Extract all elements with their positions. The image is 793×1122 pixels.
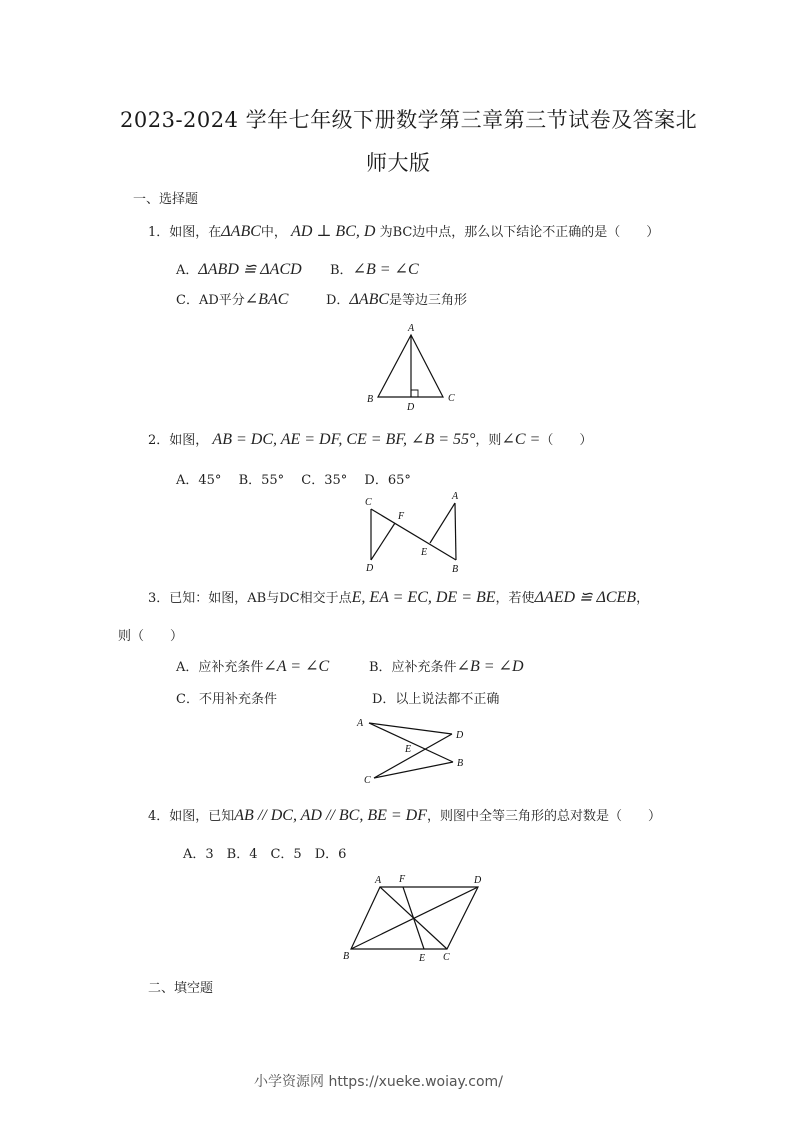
fig4-label-a: A <box>375 875 382 886</box>
q1-math: AD ⊥ BC, D <box>291 223 376 240</box>
option-label: A． <box>176 263 199 278</box>
q4-options: A．3 B．4 C．5 D．6 <box>183 847 347 862</box>
q2-math: AB = DC, AE = DF, CE = BF, ∠B = 55° <box>212 431 476 448</box>
q2-text: （ ） <box>540 433 593 448</box>
option-math: ∠B = ∠C <box>352 261 419 278</box>
option-math: ΔABD ≌ ΔACD <box>198 261 302 278</box>
q2-options: A．45° B．55° C．35° D．65° <box>176 473 411 488</box>
option-label: D． <box>326 293 350 308</box>
fig4-label-d: D <box>474 875 482 886</box>
fig4-label-b: B <box>343 951 350 962</box>
option-math: ∠A = ∠C <box>263 658 330 675</box>
fig2-label-f: F <box>398 511 405 522</box>
fig3-label-c: C <box>364 775 371 786</box>
option-label: A．应补充条件 <box>176 660 264 675</box>
q3-option-c: C．不用补充条件 <box>176 692 277 707</box>
fig1-label-d: D <box>407 402 415 413</box>
q4-text: 4．如图，已知 <box>148 809 235 824</box>
fig3-label-a: A <box>357 718 364 729</box>
q1-text: 中， <box>260 225 287 240</box>
option-text: 是等边三角形 <box>389 293 468 308</box>
q1-text: 1．如图，在 <box>148 225 222 240</box>
fig1-label-b: B <box>367 394 374 405</box>
fig2-label-b: B <box>452 564 459 575</box>
section-heading-fill-in: 二、填空题 <box>148 981 214 996</box>
fig4-label-e: E <box>419 953 426 964</box>
option-math: ∠BAC <box>244 291 289 308</box>
fig1-label-a: A <box>408 323 415 334</box>
option-label: B．应补充条件 <box>369 660 457 675</box>
footer-watermark: 小学资源网 https://xueke.woiay.com/ <box>254 1074 503 1090</box>
option-label: B． <box>330 263 353 278</box>
q4-text: ，则图中全等三角形的总对数是（ ） <box>427 809 662 824</box>
q1-text: 为BC边中点，那么以下结论不正确的是（ ） <box>379 225 660 240</box>
page-title-line-1: 2023-2024 学年七年级下册数学第三章第三节试卷及答案北 <box>120 108 698 132</box>
q2-math: ∠C = <box>501 431 541 448</box>
option-label: C．AD平分 <box>176 293 245 308</box>
q3-text: ，若使 <box>495 591 535 606</box>
q2-text: 2．如图， <box>148 433 209 448</box>
fig3-label-d: D <box>456 730 464 741</box>
q3-text: 3．已知：如图，AB与DC相交于点 <box>148 591 352 606</box>
q3-text: ， <box>636 591 650 606</box>
q2-text: ，则 <box>475 433 502 448</box>
fig2-label-d: D <box>366 563 374 574</box>
fig3-label-e: E <box>405 744 412 755</box>
page-title-line-2: 师大版 <box>366 151 431 175</box>
q3-option-d: D．以上说法都不正确 <box>372 692 500 707</box>
fig4-label-c: C <box>443 952 450 963</box>
section-heading-choice: 一、选择题 <box>133 192 199 207</box>
fig1-label-c: C <box>448 393 455 404</box>
fig2-label-c: C <box>365 497 372 508</box>
q1-math: ΔABC <box>221 223 261 240</box>
fig3-label-b: B <box>457 758 464 769</box>
q3-math: E, EA = EC, DE = BE <box>351 589 496 606</box>
option-math: ΔABC <box>349 291 390 308</box>
option-math: ∠B = ∠D <box>456 658 524 675</box>
question-3-stem-line2: 则（ ） <box>118 629 184 644</box>
q4-math: AB // DC, AD // BC, BE = DF <box>234 807 427 824</box>
q3-math: ΔAED ≌ ΔCEB <box>534 589 637 606</box>
fig2-label-e: E <box>421 547 428 558</box>
fig2-label-a: A <box>452 491 459 502</box>
fig4-label-f: F <box>399 874 406 885</box>
